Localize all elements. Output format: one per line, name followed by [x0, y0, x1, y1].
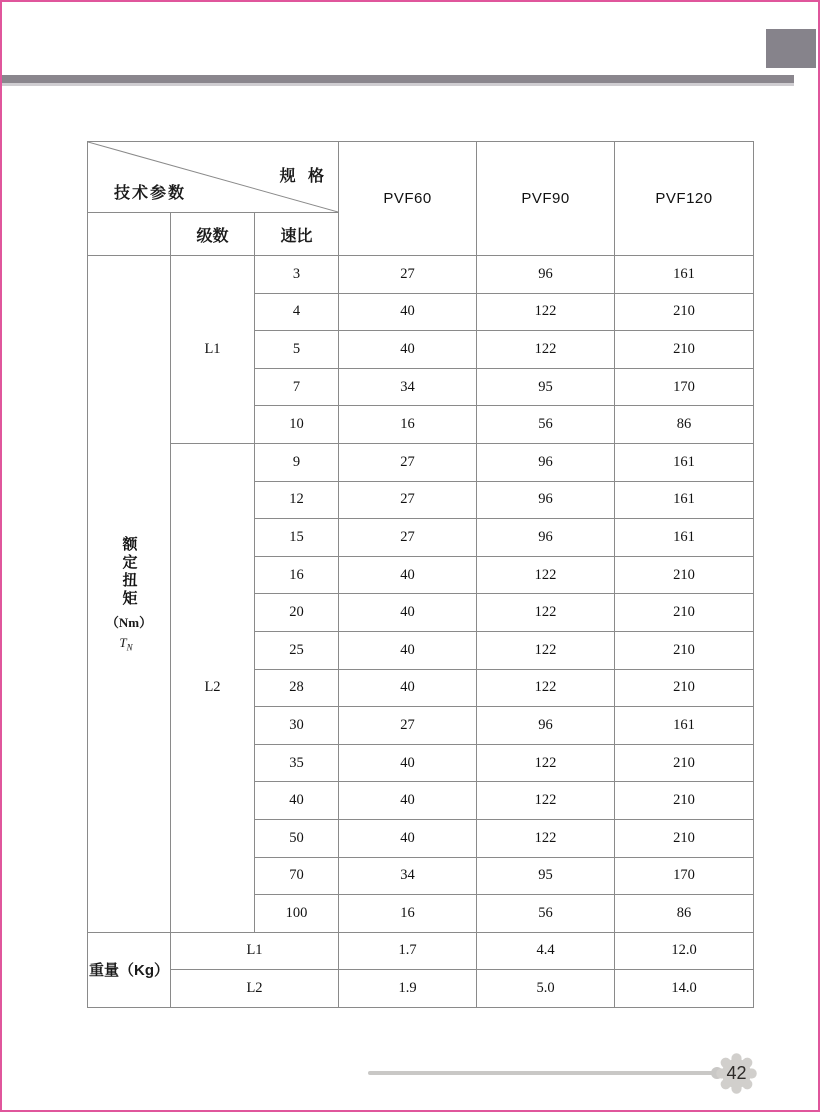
ratio-cell: 70: [255, 857, 339, 895]
value-cell: 40: [339, 669, 477, 707]
weight-value-cell: 1.9: [339, 970, 477, 1008]
value-cell: 95: [477, 857, 615, 895]
weight-value-cell: 5.0: [477, 970, 615, 1008]
value-cell: 210: [615, 819, 754, 857]
ratio-cell: 30: [255, 707, 339, 745]
ratio-cell: 9: [255, 443, 339, 481]
value-cell: 27: [339, 256, 477, 294]
torque-symbol: $T_N$: [119, 634, 133, 653]
table-row: [88, 256, 754, 294]
value-cell: 161: [615, 443, 754, 481]
value-cell: 27: [339, 519, 477, 557]
value-cell: 210: [615, 631, 754, 669]
blank-header-cell: [88, 213, 171, 256]
torque-unit: （Nm）: [105, 614, 153, 630]
ratio-cell: 35: [255, 744, 339, 782]
weight-table-body: [88, 932, 754, 1007]
torque-table-body: [88, 256, 754, 933]
ratio-cell: 12: [255, 481, 339, 519]
value-cell: 34: [339, 368, 477, 406]
value-cell: 40: [339, 556, 477, 594]
value-cell: 210: [615, 293, 754, 331]
param-header-label: 技术参数: [114, 185, 187, 202]
spec-table: [87, 141, 754, 1008]
value-cell: 27: [339, 707, 477, 745]
value-cell: 16: [339, 895, 477, 933]
value-cell: 40: [339, 819, 477, 857]
value-cell: 170: [615, 857, 754, 895]
spec-header-label: 规 格: [279, 168, 329, 185]
ratio-cell: 15: [255, 519, 339, 557]
stage-header: 级数: [171, 213, 255, 256]
ratio-cell: 7: [255, 368, 339, 406]
value-cell: 122: [477, 631, 615, 669]
value-cell: 122: [477, 819, 615, 857]
ratio-header: 速比: [255, 213, 339, 256]
weight-label-cell: 重量（Kg）: [88, 932, 171, 1007]
page-number-badge: [713, 1050, 760, 1097]
ratio-cell: 16: [255, 556, 339, 594]
value-cell: 56: [477, 895, 615, 933]
value-cell: 95: [477, 368, 615, 406]
weight-value-cell: 14.0: [615, 970, 754, 1008]
value-cell: 27: [339, 481, 477, 519]
page-number: 42: [726, 1063, 747, 1083]
value-cell: 122: [477, 293, 615, 331]
value-cell: 34: [339, 857, 477, 895]
value-cell: 56: [477, 406, 615, 444]
weight-value-cell: 12.0: [615, 932, 754, 970]
ratio-cell: 20: [255, 594, 339, 632]
ratio-cell: 10: [255, 406, 339, 444]
ratio-cell: 5: [255, 331, 339, 369]
weight-stage-cell: L2: [171, 970, 339, 1008]
value-cell: 40: [339, 631, 477, 669]
value-cell: 210: [615, 744, 754, 782]
value-cell: 96: [477, 519, 615, 557]
value-cell: 96: [477, 707, 615, 745]
value-cell: 170: [615, 368, 754, 406]
value-cell: 40: [339, 331, 477, 369]
weight-value-cell: 4.4: [477, 932, 615, 970]
value-cell: 96: [477, 443, 615, 481]
weight-value-cell: 1.7: [339, 932, 477, 970]
ratio-cell: 40: [255, 782, 339, 820]
weight-stage-cell: L1: [171, 932, 339, 970]
value-cell: 210: [615, 669, 754, 707]
stage-group-cell: L2: [171, 443, 255, 932]
value-cell: 210: [615, 594, 754, 632]
value-cell: 210: [615, 556, 754, 594]
value-cell: 210: [615, 782, 754, 820]
header-row-1: [88, 142, 754, 213]
value-cell: 161: [615, 481, 754, 519]
diagonal-corner-cell: [88, 142, 339, 213]
value-cell: 96: [477, 256, 615, 294]
ratio-cell: 100: [255, 895, 339, 933]
value-cell: 86: [615, 406, 754, 444]
value-cell: 161: [615, 519, 754, 557]
torque-label-vertical: 额定扭矩: [120, 535, 137, 608]
value-cell: 40: [339, 744, 477, 782]
col-header-pvf120: PVF120: [615, 142, 754, 256]
value-cell: 86: [615, 895, 754, 933]
value-cell: 122: [477, 669, 615, 707]
col-header-pvf90: PVF90: [477, 142, 615, 256]
ratio-cell: 50: [255, 819, 339, 857]
value-cell: 122: [477, 556, 615, 594]
value-cell: 122: [477, 594, 615, 632]
footer-rule-line: [368, 1071, 714, 1075]
ratio-cell: 28: [255, 669, 339, 707]
value-cell: 122: [477, 331, 615, 369]
stage-group-cell: L1: [171, 256, 255, 444]
value-cell: 40: [339, 293, 477, 331]
weight-row: [88, 932, 754, 970]
value-cell: 27: [339, 443, 477, 481]
value-cell: 122: [477, 782, 615, 820]
ratio-cell: 3: [255, 256, 339, 294]
ratio-cell: 25: [255, 631, 339, 669]
table-row: [88, 443, 754, 481]
value-cell: 161: [615, 256, 754, 294]
header-gray-bar: [2, 75, 794, 86]
col-header-pvf60: PVF60: [339, 142, 477, 256]
value-cell: 16: [339, 406, 477, 444]
value-cell: 96: [477, 481, 615, 519]
value-cell: 210: [615, 331, 754, 369]
weight-row: [88, 970, 754, 1008]
ratio-cell: 4: [255, 293, 339, 331]
header-gray-block: [766, 29, 816, 68]
value-cell: 40: [339, 594, 477, 632]
value-cell: 122: [477, 744, 615, 782]
value-cell: 161: [615, 707, 754, 745]
torque-label-cell: [88, 256, 171, 933]
value-cell: 40: [339, 782, 477, 820]
